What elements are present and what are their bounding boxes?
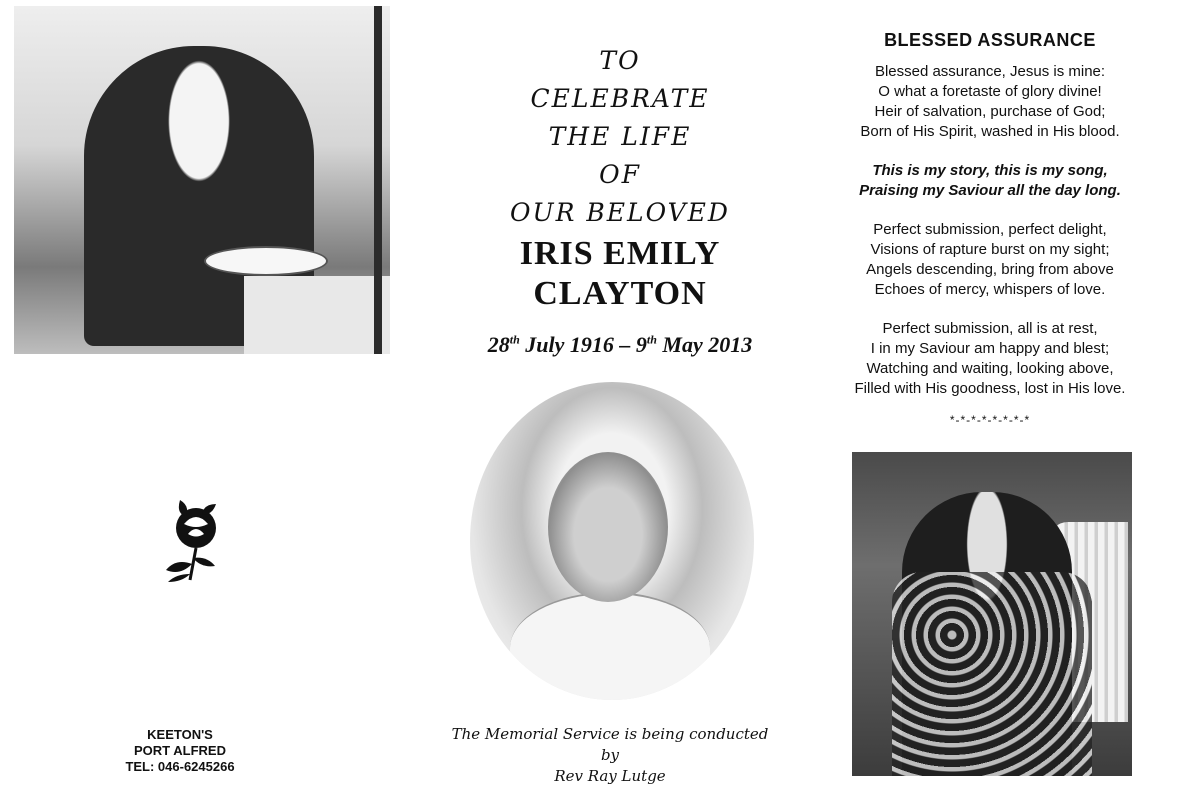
hymn-line: Angels descending, bring from above [866, 261, 1114, 278]
deceased-name [440, 234, 800, 314]
funeral-home-info [100, 727, 260, 775]
funeral-home-phone: TEL: 046-6245266 [125, 759, 235, 774]
hymn-line: O what a foretaste of glory divine! [878, 83, 1102, 100]
hymn-line: Filled with His goodness, lost in His love. [854, 380, 1126, 397]
hymn-line: Echoes of mercy, whispers of love. [874, 281, 1106, 298]
funeral-home-location: PORT ALFRED [134, 743, 226, 758]
heading-line: CELEBRATE [530, 84, 710, 113]
hymn-line: Blessed assurance, Jesus is mine: [874, 63, 1106, 80]
hymn-line: Watching and waiting, looking above, [866, 360, 1114, 377]
death-rest: May 2013 [662, 332, 753, 357]
hymn-line: Praising my Saviour all the day long. [859, 182, 1121, 199]
death-day: 9 [635, 332, 647, 357]
birth-rest: July 1916 – [525, 332, 631, 357]
hymn-stanza [800, 319, 1180, 399]
hymn-blessed-assurance [800, 30, 1180, 430]
hymn-stanza [800, 220, 1180, 300]
celebration-heading [470, 42, 770, 232]
hymn-line: Visions of rapture burst on my sight; [870, 241, 1110, 258]
name-line: CLAYTON [533, 275, 707, 312]
photo-woman-in-garden [852, 452, 1132, 776]
hymn-line: Heir of salvation, purchase of God; [874, 103, 1106, 120]
hymn-line: Born of His Spirit, washed in His blood. [860, 123, 1120, 140]
heading-line: OUR BELOVED [510, 198, 730, 227]
heading-line: OF [599, 160, 641, 189]
memorial-service-note [410, 724, 810, 787]
service-line-2: by [600, 746, 620, 764]
hymn-line: Perfect submission, perfect delight, [873, 221, 1107, 238]
hymn-line: Perfect submission, all is at rest, [882, 320, 1098, 337]
funeral-home-name: KEETON'S [147, 727, 213, 742]
photo-elderly-woman-with-plate [14, 6, 390, 354]
hymn-line: This is my story, this is my song, [872, 162, 1108, 179]
service-officiant: Rev Ray Lutge [554, 767, 666, 785]
heading-line: THE LIFE [548, 122, 692, 151]
death-suffix: th [646, 332, 657, 347]
name-line: IRIS EMILY [519, 235, 721, 272]
hymn-line: I in my Saviour am happy and blest; [870, 340, 1110, 357]
service-line-1: The Memorial Service is being conducted [451, 725, 769, 743]
birth-suffix: th [509, 332, 520, 347]
birth-day: 28 [487, 332, 510, 357]
life-dates [440, 332, 800, 358]
hymn-divider: *-*-*-*-*-*-*-* [949, 413, 1031, 427]
hymn-stanza [800, 62, 1180, 142]
oval-portrait-photo [470, 382, 754, 700]
hymn-chorus [800, 161, 1180, 201]
rose-icon [160, 494, 228, 582]
heading-line: TO [599, 46, 641, 75]
hymn-title: BLESSED ASSURANCE [884, 30, 1096, 50]
